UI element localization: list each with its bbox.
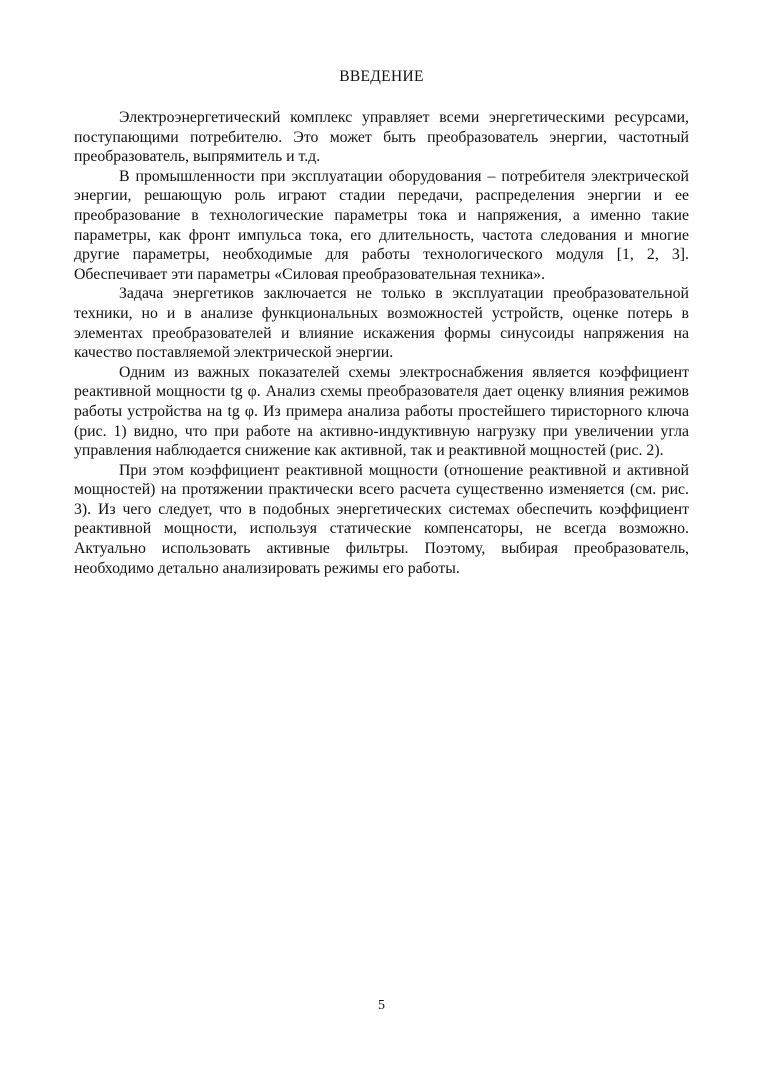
- body-text: [74, 108, 689, 578]
- page-title: ВВЕДЕНИЕ: [339, 68, 424, 85]
- paragraph-2: В промышленности при эксплуатации оборудования – потребителя электрической энергии, решающую роль играют стадии передачи, распределения энергии и ее преобразование в технологические параметры тока и напряжения, а именно такие параметры, как фронт импульса тока, его длительность, частота следования и многие другие параметры, необходимые для работы технологического модуля [1, 2, 3]. Обеспечивает эти параметры «Силовая преобразовательная техника».: [74, 167, 689, 283]
- paragraph-4: Одним из важных показателей схемы электроснабжения является коэффициент реактивной мощности tg φ. Анализ схемы преобразователя дает оценку влияния режимов работы устройства на tg φ. Из примера анализа работы простейшего тиристорного ключа (рис. 1) видно, что при работе на активно-индуктивную нагрузку при увеличении угла управления наблюдается снижение как активной, так и реактивной мощностей (рис. 2).: [74, 363, 689, 460]
- paragraph-3: Задача энергетиков заключается не только в эксплуатации преобразовательной техники, но и в анализе функциональных возможностей устройств, оценке потерь в элементах преобразователей и влияние искажения формы синусоиды напряжения на качество поставляемой электрической энергии.: [74, 285, 689, 362]
- paragraph-1: Электроэнергетический комплекс управляет всеми энергетическими ресурсами, поступающими потребителю. Это может быть преобразователь энергии, частотный преобразователь, выпрямитель и т.д.: [74, 109, 689, 166]
- page-number: 5: [378, 998, 385, 1013]
- paragraph-5: При этом коэффициент реактивной мощности (отношение реактивной и активной мощностей) на протяжении практически всего расчета существенно изменяется (см. рис. 3). Из чего следует, что в подобных энергетических системах обеспечить коэффициент реактивной мощности, используя статические компенсаторы, не всегда возможно. Актуально использовать активные фильтры. Поэтому, выбирая преобразователь, необходимо детально анализировать режимы его работы.: [74, 461, 689, 577]
